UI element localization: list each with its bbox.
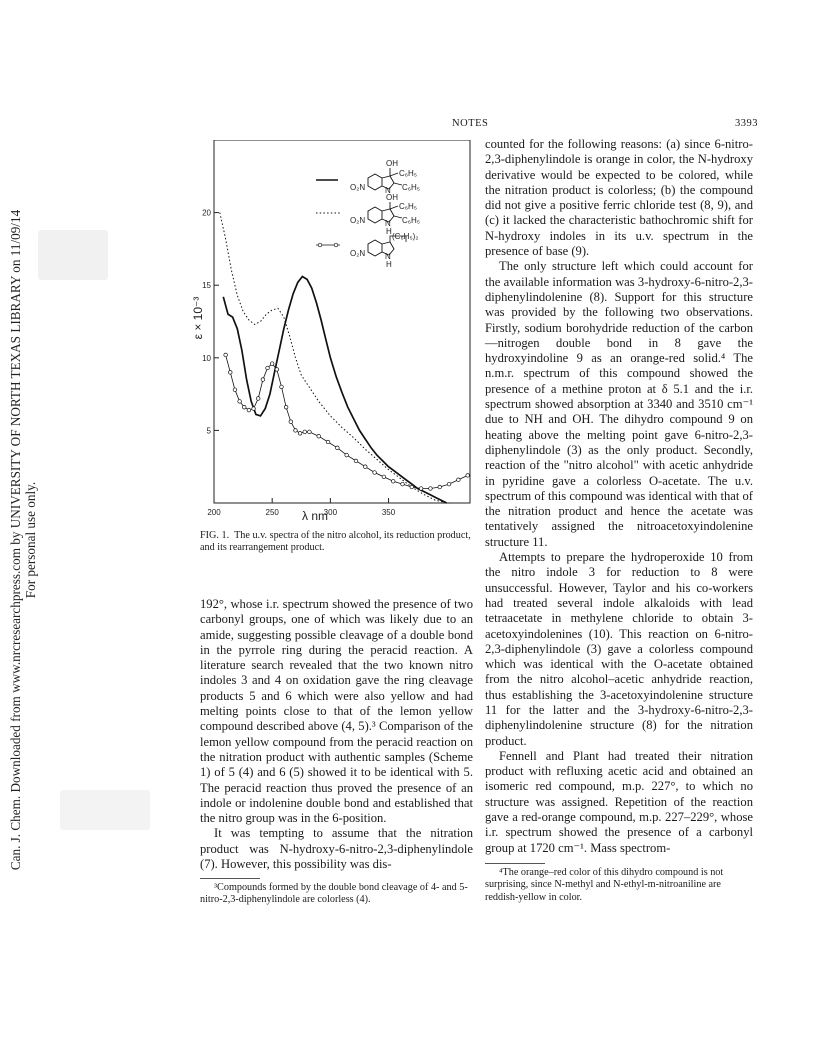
series-point — [252, 407, 256, 411]
series-point — [336, 446, 340, 450]
structure-3-nitro-label: O₂N — [350, 249, 366, 258]
caption-text: The u.v. spectra of the nitro alcohol, its reduction product, and its rearrangement product. — [200, 530, 471, 554]
y-tick-label: 15 — [202, 281, 211, 291]
left-column — [200, 597, 473, 872]
page-number: 3393 — [735, 118, 758, 129]
y-tick-label: 10 — [202, 353, 211, 363]
series-point — [275, 368, 279, 372]
structure-2-phenyl-label: C₆H₅ — [399, 202, 418, 211]
x-axis-label: λ nm — [302, 509, 329, 523]
structure-3-diphenyl-label: (C₆H₅)₂ — [392, 232, 419, 241]
left-paragraph-2: It was tempting to assume that the nitration product was N-hydroxy-6-nitro-2,3-diphenylindole (7). However, this possibility was dis- — [200, 826, 473, 872]
series-point — [247, 408, 251, 412]
uv-spectrum-chart — [190, 140, 480, 525]
right-paragraph-4: Fennell and Plant had treated their nitration product with refluxing acetic acid and obtained an isomeric red compound, m.p. 227°, to which no structure was assigned. Repetition of the reaction gave a red-orange compound, m.p. 227–229°, whose i.r. spectrum showed the presence of a carbonyl group at 1720 cm⁻¹. Mass spectrom- — [485, 748, 753, 855]
series-point — [256, 397, 260, 401]
series-point — [261, 378, 265, 382]
series-point — [354, 459, 358, 463]
y-tick-label: 20 — [202, 208, 211, 218]
structure-2-n-label: N — [385, 219, 391, 228]
series-point — [326, 440, 330, 444]
legend-swatch-circles — [316, 243, 340, 247]
series-point — [294, 429, 298, 433]
section-header: NOTES — [452, 118, 489, 129]
series-point — [345, 453, 349, 457]
series-point — [373, 471, 377, 475]
series-point — [289, 420, 293, 424]
series-point — [228, 371, 232, 375]
series-point — [466, 474, 470, 478]
right-paragraph-1: counted for the following reasons: (a) since 6-nitro-2,3-diphenylindole is orange in color, the N-hydroxy derivative would be expected to be colored, while the nitration product is colorless; (b) the compound did not give a positive ferric chloride test (8, 9), and (c) it lacked the characteristic bathochromic shift for N-hydroxy indoles in its u.v. spectrum in the presence of base (9). — [485, 137, 753, 259]
footnote-rule-right — [485, 863, 545, 864]
left-paragraph-1: 192°, whose i.r. spectrum showed the presence of two carbonyl groups, one of which was likely due to an amide, suggesting possible cleavage of a double bond in the pyrrole ring during the peracid reaction. A literature search revealed that the two known nitro indoles 3 and 4 on oxidation gave the ring cleavage products 5 and 6 which were also yellow and had melting points close to that of the lemon yellow compound described above (4, 5).³ Comparison of the lemon yellow compound from the peracid reaction on the nitration product with authentic samples (Scheme 1) of 5 (4) and 6 (5) showed it to be identical with 5. The peracid reaction thus proved the presence of an indole or indolenine double bond and established that the nitro group was in the 6-position. — [200, 597, 473, 826]
tick-labels — [202, 209, 396, 517]
footnote-right: ⁴The orange–red color of this dihydro compound is not surprising, since N-methyl and N-ethyl-m-nitroaniline are reddish-yellow in color. — [485, 867, 724, 903]
series-point — [317, 434, 321, 438]
scan-smear — [38, 230, 108, 280]
series-point — [298, 432, 302, 436]
caption-label: FIG. 1. — [200, 530, 230, 541]
structure-1-n-label: N — [385, 186, 391, 195]
structure-1-phenyl-label: C₆H₅ — [399, 169, 418, 178]
series-point — [233, 388, 237, 392]
footnote-rule-left — [200, 878, 260, 879]
series-point — [438, 485, 442, 489]
scan-smear — [60, 790, 150, 830]
download-notice — [2, 190, 44, 890]
series-point — [391, 479, 395, 483]
series-point — [266, 366, 270, 370]
figure-caption — [200, 530, 472, 555]
series-point — [429, 487, 433, 491]
series-point — [280, 385, 284, 389]
structure-2-nitro-label: O₂N — [350, 216, 366, 225]
series-point — [303, 430, 307, 434]
structure-2-oh-label: OH — [386, 193, 398, 202]
structure-2-h-label: H — [386, 227, 392, 236]
x-tick-label: 300 — [323, 508, 338, 517]
series-point — [419, 487, 423, 491]
y-axis-label: ε × 10⁻³ — [191, 296, 205, 340]
structure-2-phenyl2-label: C₆H₅ — [402, 216, 421, 225]
series-point — [382, 475, 386, 479]
y-tick-label: 5 — [206, 426, 211, 436]
legend-structure-2 — [350, 193, 420, 236]
x-tick-label: 350 — [381, 508, 396, 517]
legend-structure-1 — [350, 159, 420, 195]
series-point — [410, 485, 414, 489]
x-tick-label: 200 — [207, 508, 221, 517]
series-point — [308, 430, 312, 434]
series-point — [447, 482, 451, 486]
series-line-dotted — [220, 213, 453, 503]
series-line-solid — [223, 277, 446, 504]
right-column — [485, 137, 753, 856]
footnote-left: ³Compounds formed by the double bond cleavage of 4- and 5-nitro-2,3-diphenylindole are colorless (4). — [200, 882, 468, 906]
plot-frame — [214, 140, 470, 503]
structure-1-nitro-label: O₂N — [350, 183, 366, 192]
x-tick-label: 250 — [265, 508, 279, 517]
legend — [316, 159, 420, 269]
personal-use-line: For personal use only. — [23, 481, 38, 599]
series-point — [224, 353, 228, 357]
series-layer — [220, 213, 470, 503]
series-point — [457, 478, 461, 482]
series-point — [284, 405, 288, 409]
series-line-circles — [226, 355, 468, 489]
right-paragraph-3: Attempts to prepare the hydroperoxide 10 from the nitro indole 3 for reduction to 8 were unsuccessful. However, Taylor and his co-workers had treated several indole alkaloids with lead tetraacetate in methylene chloride to obtain 3-acetoxyindolenines (10). This reaction on 6-nitro-2,3-diphenylindole (3) gave a colorless compound which was identical with the O-acetate obtained from the nitro alcohol–acetic anhydride reaction, thus establishing the 3-acetoxyindolenine structure 11 for the latter and the 3-hydroxy-6-nitro-2,3-diphenylindolenine structure (8) for the nitration product. — [485, 550, 753, 748]
series-point — [401, 482, 405, 486]
download-notice-line: Can. J. Chem. Downloaded from www.nrcresearchpress.com by UNIVERSITY OF NORTH TEXAS LIBRARY on 11/09/14 — [8, 209, 23, 871]
series-point — [270, 362, 274, 366]
structure-1-phenyl2-label: C₆H₅ — [402, 183, 421, 192]
right-paragraph-2: The only structure left which could account for the available information was 3-hydroxy-6-nitro-2,3-diphenylindolenine (8). Support for this structure was provided by the following two observations. Firstly, sodium borohydride reduction of the carbon—nitrogen double bond in 8 gave the hydroxyindoline 9 as an orange-red solid.⁴ The n.m.r. spectrum of this compound showed the presence of a methine proton at δ 5.1 and the i.r. spectrum showed absorption at 3340 and 3510 cm⁻¹ due to NH and OH. The dihydro compound 9 on heating above the melting point gave 6-nitro-2,3-diphenylindole (3) as the only product. Secondly, reaction of the "nitro alcohol" with acetic anhydride in pyridine gave a colorless O-acetate. The u.v. spectrum of this compound was identical with that of the nitration product and hence the acetate was tentatively assigned the nitroacetoxyindolenine structure 11. — [485, 259, 753, 549]
series-point — [242, 405, 246, 409]
series-point — [363, 465, 367, 469]
legend-structure-3 — [350, 232, 418, 269]
structure-3-n-label: N — [385, 252, 391, 261]
structure-1-oh-label: OH — [386, 159, 398, 168]
series-point — [238, 400, 242, 404]
structure-3-h-label: H — [386, 260, 392, 269]
